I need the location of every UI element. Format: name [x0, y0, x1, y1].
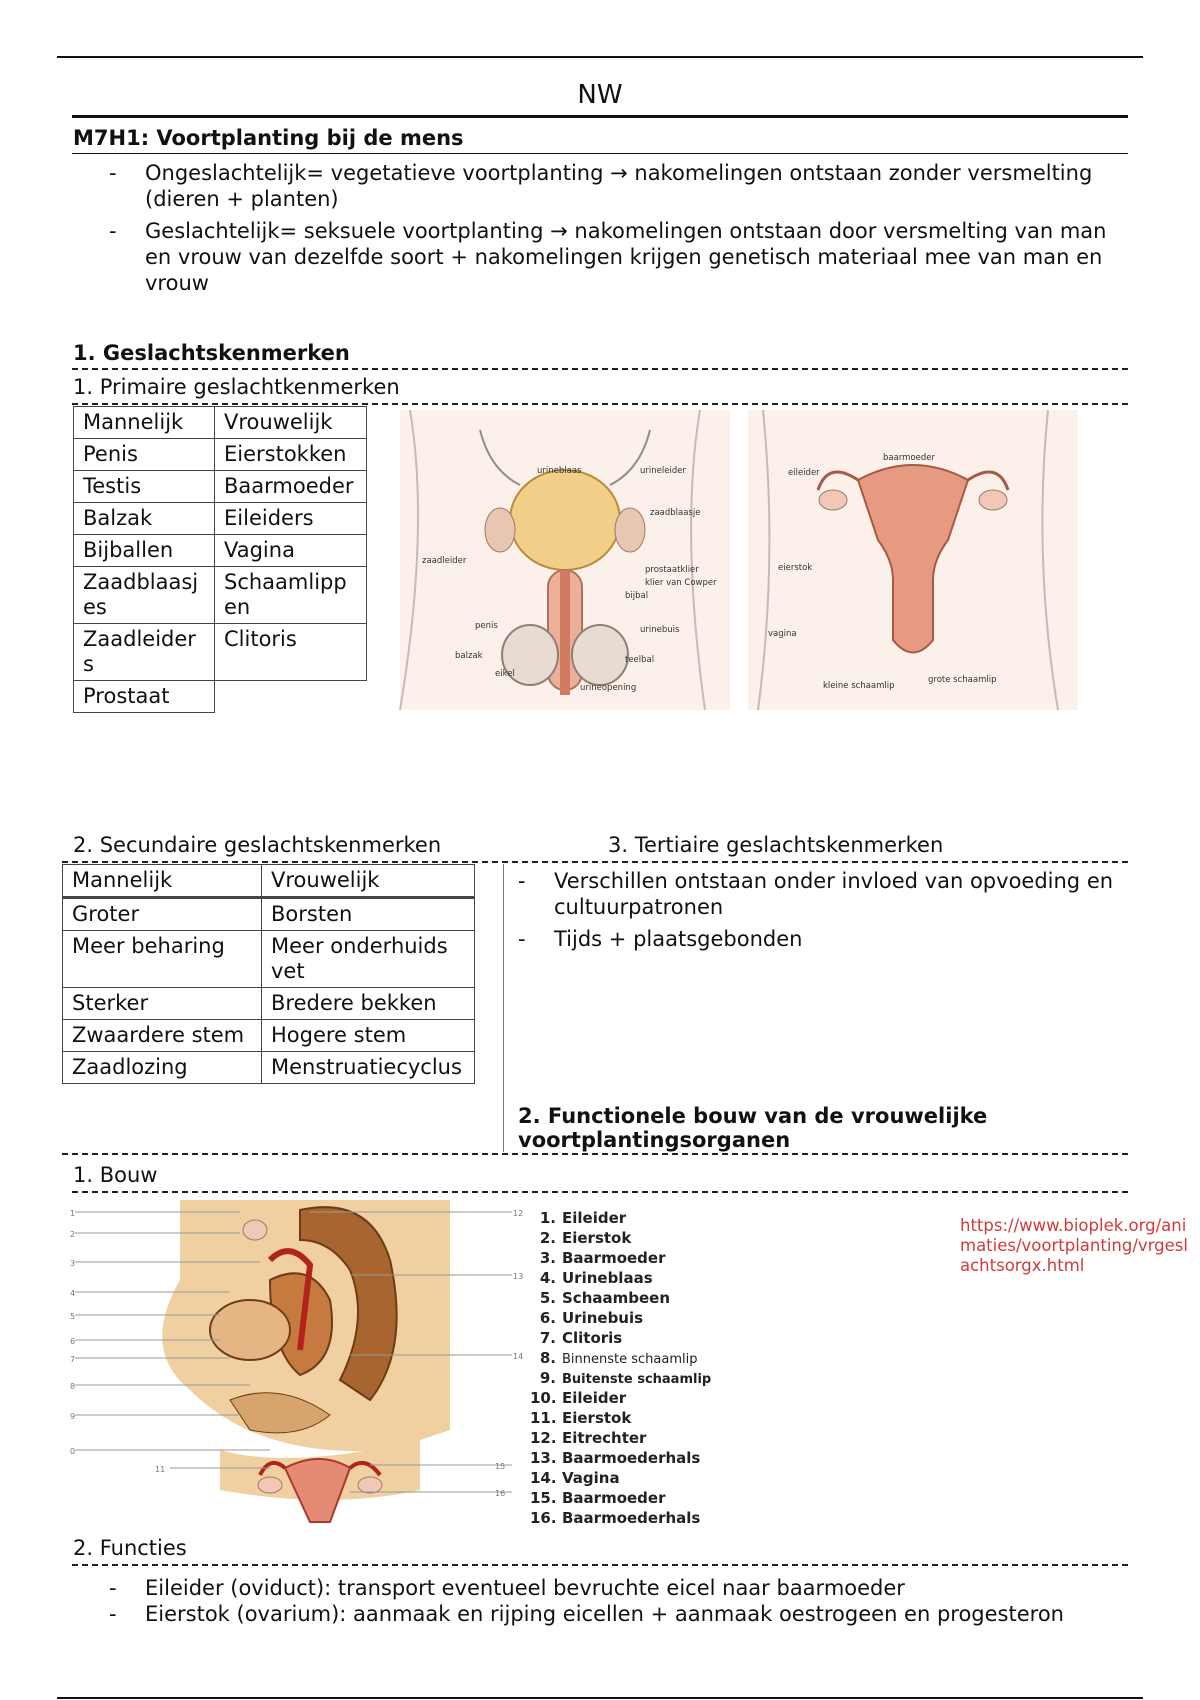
- label-baarmoeder: baarmoeder: [883, 453, 935, 463]
- label-zaadblaasje: zaadblaasje: [650, 508, 701, 518]
- table-cell: [215, 681, 367, 713]
- bottom-rule: [57, 1697, 1143, 1699]
- table-cell: Eileiders: [215, 503, 367, 535]
- table-row: [74, 535, 367, 567]
- label-grote-schaamlip: grote schaamlip: [928, 675, 997, 685]
- label-urinebuis: urinebuis: [640, 625, 680, 635]
- list-item: 4. Urineblaas: [539, 1269, 653, 1287]
- list-item: 14. Vagina: [530, 1469, 620, 1487]
- list-item: 16. Baarmoederhals: [530, 1509, 701, 1527]
- list-item: 11. Eierstok: [530, 1409, 632, 1427]
- label-eierstok: eierstok: [778, 563, 813, 573]
- svg-text:2: 2: [70, 1230, 76, 1239]
- list-item: 1. Eileider: [539, 1209, 627, 1227]
- male-anatomy-diagram: [400, 410, 730, 710]
- anatomy-label-list: [530, 1208, 750, 1528]
- svg-text:14: 14: [513, 1352, 524, 1361]
- table-row: [74, 439, 367, 471]
- label-kleine-schaamlip: kleine schaamlip: [823, 681, 895, 691]
- table-cell: Baarmoeder: [215, 471, 367, 503]
- functies-title: 2. Functies: [73, 1536, 187, 1560]
- table-header-row: [74, 407, 367, 439]
- label-bijbal: bijbal: [625, 591, 649, 601]
- table-cell: Bredere bekken: [262, 988, 475, 1020]
- list-item: 13. Baarmoederhals: [530, 1449, 701, 1467]
- bouw-rule: [72, 1191, 1128, 1193]
- svg-text:12: 12: [513, 1209, 524, 1218]
- label-vagina: vagina: [768, 629, 797, 639]
- table-header-cell: Vrouwelijk: [262, 865, 475, 898]
- list-item: 2. Eierstok: [539, 1229, 632, 1247]
- table-header-cell: Mannelijk: [74, 407, 215, 439]
- female-cross-section-diagram: [70, 1200, 524, 1532]
- label-eileider: eileider: [788, 468, 820, 478]
- table-cell: Hogere stem: [262, 1020, 475, 1052]
- svg-text:16: 16: [495, 1489, 506, 1498]
- list-item: 3. Baarmoeder: [539, 1249, 666, 1267]
- chapter-title: M7H1: Voortplanting bij de mens: [73, 126, 464, 150]
- tertiary-bullets: [482, 868, 1122, 958]
- label-prostaatklier: prostaatklier: [645, 565, 699, 575]
- bladder-shape: [510, 470, 620, 570]
- label-urineleider: urineleider: [640, 466, 686, 476]
- functies-rule: [72, 1564, 1128, 1566]
- bioplek-link[interactable]: https://www.bioplek.org/animaties/voortplanting/vrgeslachtsorgx.html: [960, 1216, 1188, 1275]
- table-row: [74, 471, 367, 503]
- chapter-rule: [72, 153, 1128, 154]
- list-item: 6. Urinebuis: [539, 1309, 644, 1327]
- svg-text:7: 7: [70, 1355, 76, 1364]
- table-header-row: [63, 865, 475, 898]
- svg-text:8: 8: [70, 1382, 76, 1391]
- tertiary-title: 3. Tertiaire geslachtskenmerken: [608, 833, 944, 857]
- table-cell: Clitoris: [215, 624, 367, 681]
- bouw-title: 1. Bouw: [73, 1163, 158, 1187]
- svg-text:1: 1: [70, 1209, 76, 1218]
- table-header-cell: Vrouwelijk: [215, 407, 367, 439]
- label-balzak: balzak: [455, 651, 483, 661]
- primary-table: [73, 406, 367, 713]
- tertiary-bullet: - Tijds + plaatsgebonden: [482, 926, 1122, 952]
- svg-text:13: 13: [513, 1272, 524, 1281]
- chapter-bullets: [73, 160, 1133, 302]
- functies-bullet: - Eileider (oviduct): transport eventueel bevruchte eicel naar baarmoeder: [73, 1575, 1143, 1601]
- table-cell: Balzak: [74, 503, 215, 535]
- list-item: 12. Eitrechter: [530, 1429, 647, 1447]
- label-penis: penis: [475, 621, 498, 631]
- section2-title: 2. Functionele bouw van de vrouwelijke voortplantingsorganen: [518, 1104, 988, 1152]
- table-row: [74, 503, 367, 535]
- svg-text:5: 5: [70, 1312, 76, 1321]
- chapter-bullet: - Ongeslachtelijk= vegetatieve voortplanting → nakomelingen ontstaan zonder versmelting (dieren + planten): [73, 160, 1133, 212]
- svg-text:6: 6: [70, 1337, 76, 1346]
- label-urineopening: urineopening: [580, 683, 637, 693]
- functies-bullets: [73, 1575, 1143, 1627]
- chapter-bullet: - Geslachtelijk= seksuele voortplanting → nakomelingen ontstaan door versmelting van man en vrouw van dezelfde soort + nakomelingen krijgen genetisch materiaal mee van man en vrouw: [73, 218, 1133, 296]
- table-row: [74, 567, 367, 624]
- table-cell: Borsten: [262, 898, 475, 931]
- secondary-table: [62, 864, 475, 1084]
- list-item: 8. Binnenste schaamlip: [539, 1349, 698, 1367]
- functies-bullet: - Eierstok (ovarium): aanmaak en rijping eicellen + aanmaak oestrogeen en progesteron: [73, 1601, 1143, 1627]
- svg-text:11: 11: [155, 1465, 166, 1474]
- table-row: [63, 1020, 475, 1052]
- table-row: [74, 681, 367, 713]
- table-header-cell: Mannelijk: [63, 865, 262, 898]
- list-item: 7. Clitoris: [539, 1329, 623, 1347]
- list-item: 10. Eileider: [530, 1389, 627, 1407]
- section1-title: 1. Geslachtskenmerken: [73, 341, 350, 365]
- svg-text:0: 0: [70, 1447, 76, 1456]
- svg-text:15: 15: [495, 1462, 506, 1471]
- primary-title: 1. Primaire geslachtkenmerken: [73, 375, 400, 399]
- table-cell: Penis: [74, 439, 215, 471]
- table-cell: Zaadblaasjes: [74, 567, 215, 624]
- table-cell: Meer beharing: [63, 931, 262, 988]
- secondary-rule: [62, 861, 1128, 863]
- table-cell: Groter: [63, 898, 262, 931]
- label-eikel: eikel: [495, 669, 515, 679]
- label-klier-van-cowper: klier van Cowper: [645, 578, 717, 588]
- table-row: [74, 624, 367, 681]
- table-cell: Menstruatiecyclus: [262, 1052, 475, 1084]
- table-cell: Zwaardere stem: [63, 1020, 262, 1052]
- table-cell: Testis: [74, 471, 215, 503]
- tertiary-bullet: - Verschillen ontstaan onder invloed van opvoeding en cultuurpatronen: [482, 868, 1122, 920]
- female-anatomy-diagram: [748, 410, 1078, 710]
- top-rule: [57, 56, 1143, 58]
- table-cell: Zaadleiders: [74, 624, 215, 681]
- header-rule: [72, 115, 1128, 118]
- table-cell: Meer onderhuids vet: [262, 931, 475, 988]
- svg-text:3: 3: [70, 1259, 76, 1268]
- table-cell: Vagina: [215, 535, 367, 567]
- section2-rule: [62, 1153, 1128, 1155]
- table-cell: Eierstokken: [215, 439, 367, 471]
- label-urineblaas: urineblaas: [537, 466, 582, 476]
- table-row: [63, 988, 475, 1020]
- page-header-subject: NW: [577, 80, 623, 110]
- table-cell: Sterker: [63, 988, 262, 1020]
- svg-text:9: 9: [70, 1412, 76, 1421]
- table-cell: Prostaat: [74, 681, 215, 713]
- table-row: [63, 931, 475, 988]
- list-item: 15. Baarmoeder: [530, 1489, 666, 1507]
- list-item: 5. Schaambeen: [539, 1289, 671, 1307]
- table-cell: Zaadlozing: [63, 1052, 262, 1084]
- table-row: [63, 1052, 475, 1084]
- label-zaadleider: zaadleider: [422, 556, 467, 566]
- primary-rule: [72, 403, 1128, 405]
- table-cell: Schaamlippen: [215, 567, 367, 624]
- table-row: [63, 898, 475, 931]
- section1-rule: [72, 368, 1128, 370]
- list-item: 9. Buitenste schaamlip: [539, 1369, 712, 1387]
- secondary-title: 2. Secundaire geslachtskenmerken: [73, 833, 442, 857]
- table-cell: Bijballen: [74, 535, 215, 567]
- svg-text:4: 4: [70, 1289, 76, 1298]
- label-teelbal: teelbal: [625, 655, 655, 665]
